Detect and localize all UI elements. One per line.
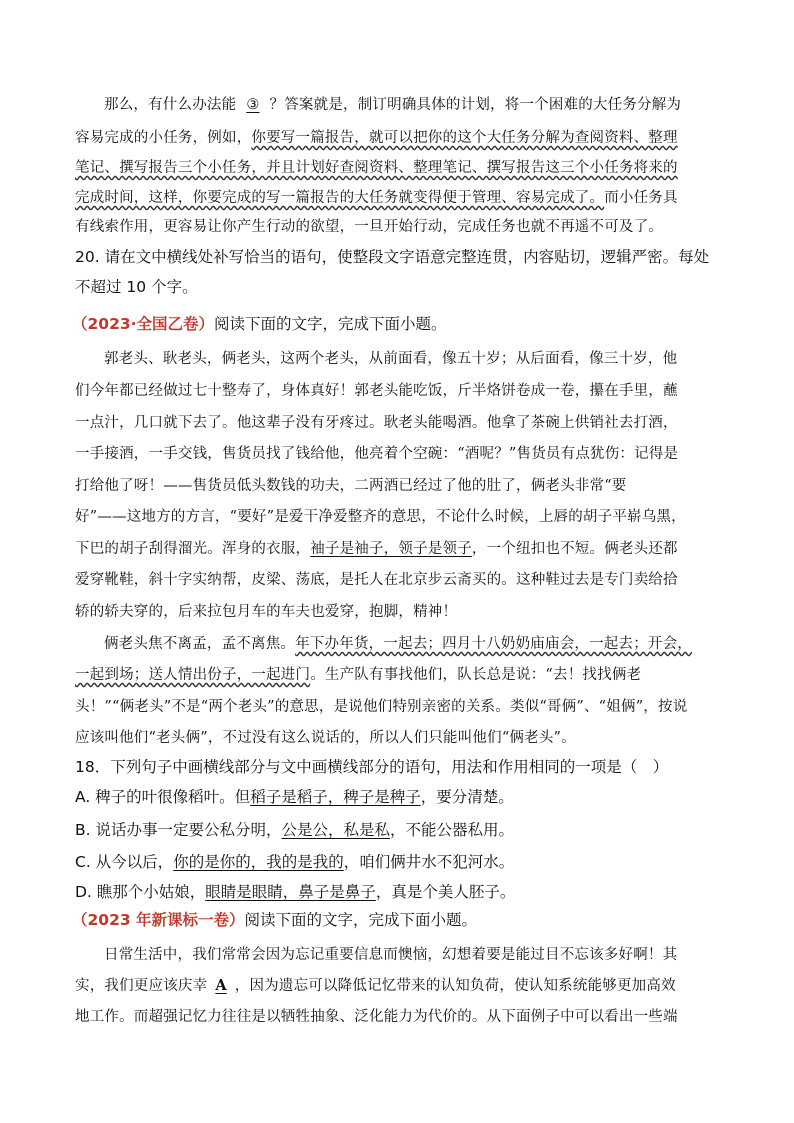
section-3-heading (72, 913, 477, 929)
option-c[interactable] (75, 855, 514, 871)
underlined-text: 稻子是稻子，稗子是稗子 (250, 788, 421, 806)
text: ，真是个美人胚子。 (375, 883, 516, 901)
blank-3: ③ (246, 97, 260, 113)
section-intro: 阅读下面的文字，完成下面小题。 (214, 315, 447, 333)
text: ，一个纽扣也不短。俩老头还都 (471, 541, 678, 557)
passage-top-line-1 (104, 98, 681, 113)
wavy-underlined-text: 年下办年货，一起去；四月十八奶奶庙庙会，一起去；开会， (295, 636, 693, 652)
passage2-line: 好”——这地方的方言，“要好”是爱干净爱整齐的意思，不论什么时候，上唇的胡子平崭乌黑， (75, 509, 686, 525)
passage2-line: 打给他了呀！——售货员低头数钱的功夫，二两酒已经过了他的肚了，俩老头非常“要 (75, 478, 627, 494)
source-tag: （2023 年新课标一卷） (72, 911, 245, 929)
source-tag: （2023·全国乙卷） (72, 315, 215, 333)
option-a[interactable] (75, 790, 514, 806)
passage2-line: 应该叫他们“老头俩”，不过没有这么说话的，所以人们只能叫他们“俩老头”。 (75, 730, 576, 746)
text: 下巴的胡子刮得溜光。浑身的衣服， (75, 541, 311, 557)
passage-top-line-2 (75, 131, 678, 146)
passage3-line (75, 979, 676, 994)
text: 而小任务具 (604, 190, 678, 206)
text: ，因为遗忘可以降低记忆带来的认知负荷，使认知系统能够更加高效 (234, 978, 676, 994)
text: 。生产队有事找他们，队长总是说：“去！找找俩老 (310, 667, 642, 683)
text: 那么，有什么办法能 (104, 97, 237, 113)
option-d[interactable] (75, 885, 515, 901)
passage2-line (75, 542, 678, 557)
wavy-underlined-text: 你要写一篇报告，就可以把你的这个大任务分解为查阅资料、整理 (251, 130, 678, 146)
passage-top-line-4 (75, 191, 678, 206)
blank-a: A (215, 977, 227, 994)
passage3-line: 日常生活中，我们常常会因为忘记重要信息而懊恼，幻想着要是能过目不忘该多好啊！其 (104, 947, 678, 963)
wavy-underlined-text: 一起到场；送人情出份子，一起进门 (75, 667, 311, 683)
passage2-line: 一点汁，几口就下去了。他这辈子没有牙疼过。耿老头能喝酒。他拿了茶碗上供销社去打酒， (75, 415, 678, 431)
passage2-line (104, 637, 692, 652)
text: ？答案就是，制订明确具体的计划，将一个困难的大任务分解为 (269, 97, 682, 113)
passage2-line (75, 668, 641, 683)
underlined-text: 袖子是袖子，领子是领子 (310, 541, 472, 557)
text: 俩老头焦不离孟，孟不离焦。 (104, 636, 296, 652)
text: C. 从今以后， (75, 853, 174, 871)
passage3-line: 地工作。而超强记忆力往往是以牺牲抽象、泛化能力为代价的。从下面例子中可以看出一些端 (75, 1009, 678, 1025)
section-2-heading (72, 317, 447, 333)
question-20-line-1: 20. 请在文中横线处补写恰当的语句，使整段文字语意完整连贯，内容贴切，逻辑严密。每处 (75, 248, 710, 266)
option-b[interactable] (75, 823, 514, 839)
text: D. 瞧那个小姑娘， (75, 883, 206, 901)
text: ，咱们俩井水不犯河水。 (343, 853, 515, 871)
passage2-line: 一手接酒，一手交钱，售货员找了钱给他，他亮着个空碗：“酒呢？”售货员有点犹伤：记得是 (75, 446, 679, 462)
passage-top-line-3 (75, 161, 678, 176)
passage2-line: 爱穿靴鞋，斜十字实纳帮，皮梁、荡底，是托人在北京步云斋买的。这种鞋过去是专门卖给拾 (75, 572, 678, 588)
underlined-text: 眼睛是眼睛，鼻子是鼻子 (205, 883, 376, 901)
passage-top-line-5: 有线索作用，更容易让你产生行动的欲望，一旦开始行动，完成任务也就不再遥不可及了。 (75, 219, 663, 235)
text: B. 说话办事一定要公私分明， (75, 821, 282, 839)
question-18-stem: 18．下列句子中画横线部分与文中画横线部分的语句，用法和作用相同的一项是（ ） (75, 758, 669, 776)
section-intro: 阅读下面的文字，完成下面小题。 (244, 911, 478, 929)
passage2-line: 郭老头、耿老头，俩老头，这两个老头，从前面看，像五十岁；从后面看，像三十岁，他 (104, 351, 678, 367)
question-20-line-2: 不超过 10 个字。 (75, 278, 198, 296)
text: ，不能公器私用。 (390, 821, 515, 839)
wavy-underlined-text: 完成时间，这样，你要完成的写一篇报告的大任务就变得便于管理、容易完成了。 (75, 190, 605, 206)
passage2-line: 们今年都已经做过七十整寿了，身体真好！郭老头能吃饭，斤半烙饼卷成一卷，攥在手里，蘸 (75, 383, 678, 399)
text: 实，我们更应该庆幸 (75, 978, 208, 994)
text: A. 稗子的叶很像稻叶。但 (75, 788, 251, 806)
underlined-text: 你的是你的，我的是我的 (173, 853, 344, 871)
underlined-text: 公是公，私是私 (281, 821, 391, 839)
wavy-underlined-text: 笔记、撰写报告三个小任务，并且计划好查阅资料、整理笔记、撰写报告这三个小任务将来的 (75, 160, 678, 176)
passage2-line: 头！”“俩老头”不是“两个老头”的意思，是说他们特别亲密的关系。类似“哥俩”、“姐俩”，按说 (75, 699, 688, 715)
text: 容易完成的小任务，例如， (75, 130, 252, 146)
text: ，要分清楚。 (420, 788, 514, 806)
passage2-line: 轿的轿夫穿的，后来拉包月车的车夫也爱穿，抱脚，精神！ (75, 604, 458, 620)
